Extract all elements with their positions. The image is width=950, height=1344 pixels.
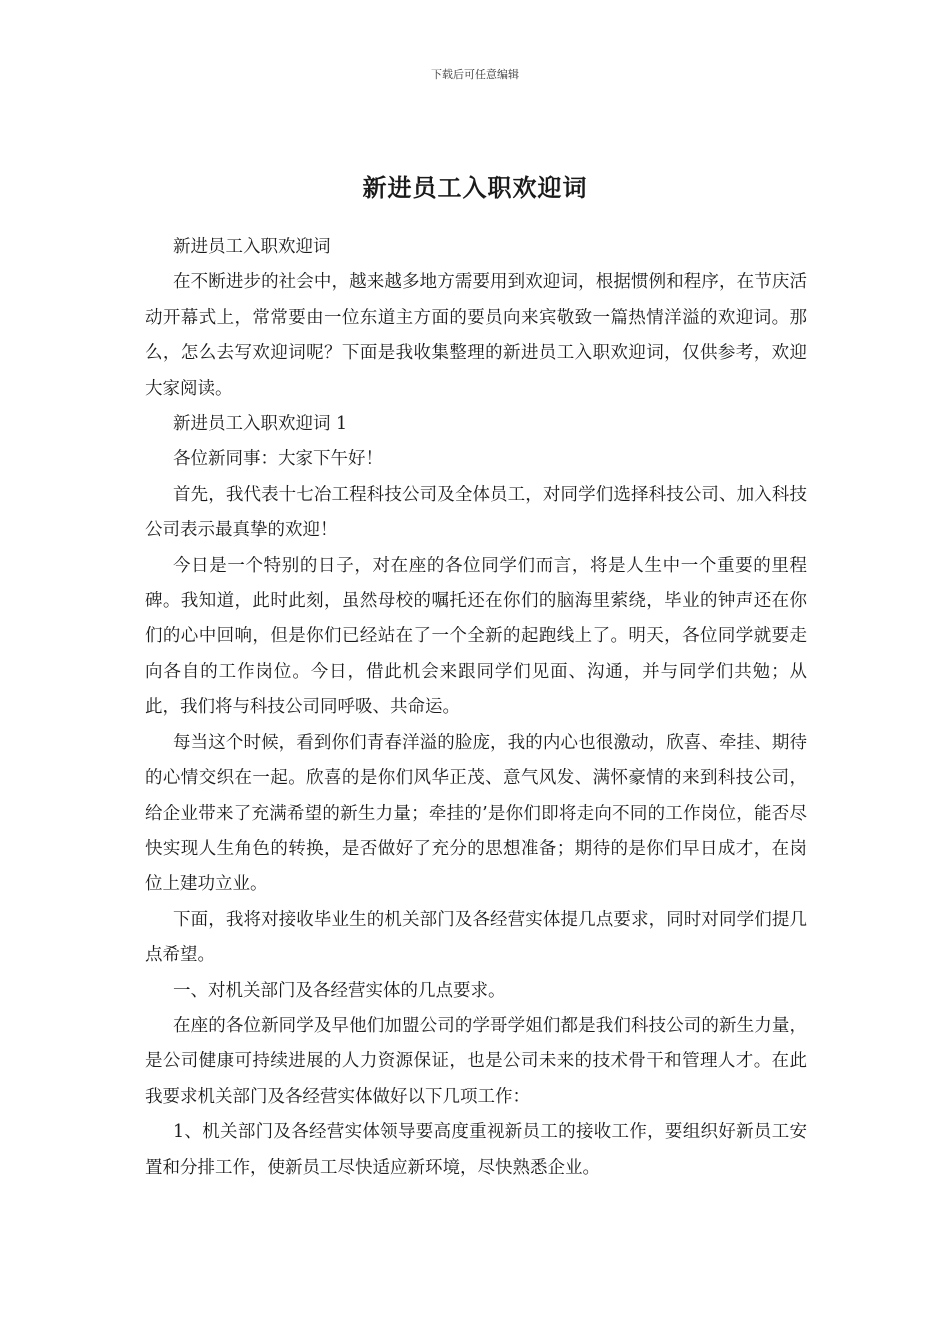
page-header-note: 下载后可任意编辑: [431, 68, 519, 81]
paragraph-new-force: 在座的各位新同学及早他们加盟公司的学哥学姐们都是我们科技公司的新生力量，是公司健康可持续进展的人力资源保证，也是公司未来的技术骨干和管理人才。在此我要求机关部门及各经营实体做好以下几项工作：: [145, 1015, 807, 1107]
paragraph-requirement-1: 1、机关部门及各经营实体领导要高度重视新员工的接收工作，要组织好新员工安置和分排工作，使新员工尽快适应新环境，尽快熟悉企业。: [145, 1122, 807, 1178]
paragraph-requirements-heading: 一、对机关部门及各经营实体的几点要求。: [173, 980, 506, 1001]
paragraph-milestone: 今日是一个特别的日子，对在座的各位同学们而言，将是人生中一个重要的里程碑。我知道，此时此刻，虽然母校的嘱托还在你们的脑海里萦绕，毕业的钟声还在你们的心中回响，但是你们已经站在了一个全新的起跑线上了。明天，各位同学就要走向各自的工作岗位。今日，借此机会来跟同学们见面、沟通，并与同学们共勉；从此，我们将与科技公司同呼吸、共命运。: [145, 555, 807, 718]
paragraph-transition: 下面，我将对接收毕业生的机关部门及各经营实体提几点要求，同时对同学们提几点希望。: [145, 909, 807, 966]
paragraph-intro: 在不断进步的社会中，越来越多地方需要用到欢迎词，根据惯例和程序，在节庆活动开幕式上，常常要由一位东道主方面的要员向来宾敬致一篇热情洋溢的欢迎词。那么，怎么去写欢迎词呢？下面是我收集整理的新进员工入职欢迎词，仅供参考，欢迎大家阅读。: [145, 272, 807, 399]
document-title: 新进员工入职欢迎词: [362, 173, 588, 203]
paragraph-section-heading: 新进员工入职欢迎词 1: [173, 414, 348, 435]
document-body: [145, 230, 807, 1186]
paragraph-subtitle: 新进员工入职欢迎词: [173, 237, 331, 257]
paragraph-salutation: 各位新同事：大家下午好！: [173, 449, 383, 470]
paragraph-feelings: 每当这个时候，看到你们青春洋溢的脸庞，我的内心也很激动，欣喜、牵挂、期待的心情交织在一起。欣喜的是你们风华正茂、意气风发、满怀豪情的来到科技公司，给企业带来了充满希望的新生力量；牵挂的’是你们即将走向不同的工作岗位，能否尽快实现人生角色的转换，是否做好了充分的思想准备；期待的是你们早日成才，在岗位上建功立业。: [145, 732, 807, 895]
paragraph-welcome: 首先，我代表十七冶工程科技公司及全体员工，对同学们选择科技公司、加入科技公司表示最真挚的欢迎！: [145, 484, 807, 541]
